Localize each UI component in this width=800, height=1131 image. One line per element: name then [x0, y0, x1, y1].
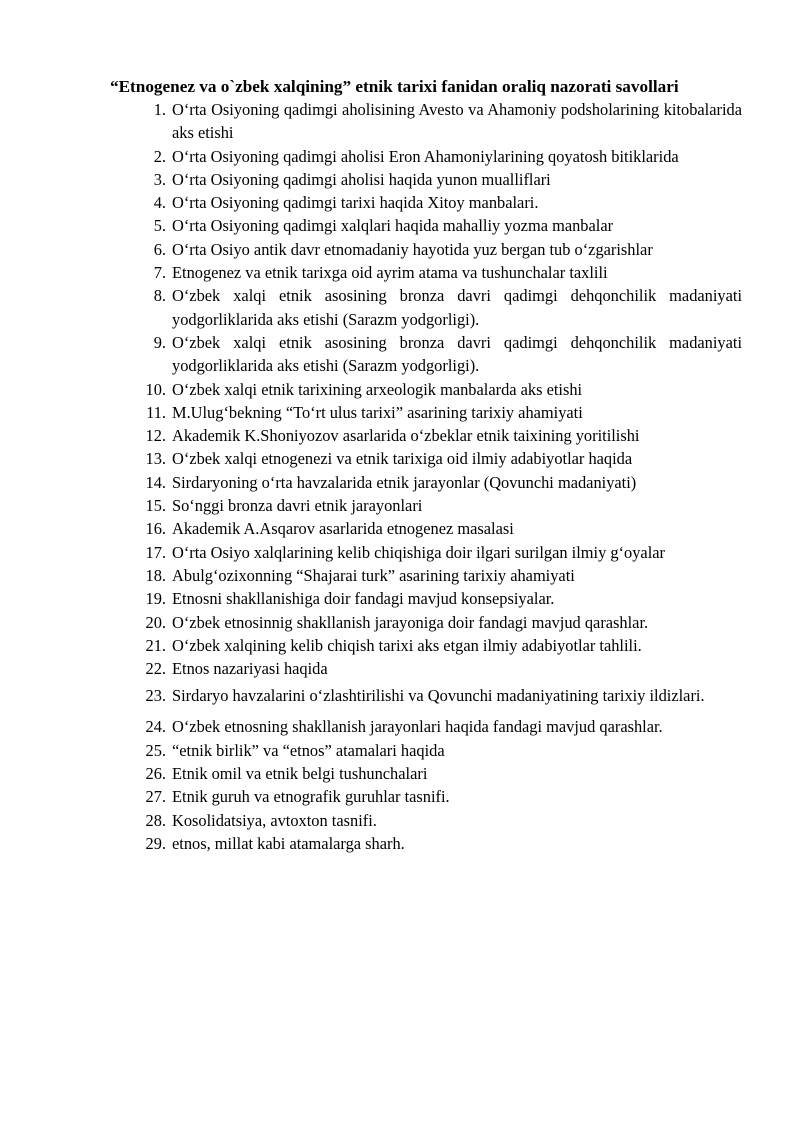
list-item — [0, 471, 800, 494]
item-number: 1. — [153, 100, 166, 119]
list-item — [0, 261, 800, 284]
list-item — [0, 238, 800, 261]
item-text: O‘rta Osiyoning qadimgi aholisi Eron Ahamoniylarining qoyatosh bitiklarida — [172, 146, 679, 166]
item-text: M.Ulug‘bekning “To‘rt ulus tarixi” asarining tarixiy ahamiyati — [172, 402, 583, 422]
item-number: 9. — [153, 332, 166, 352]
item-number: 11. — [146, 402, 166, 422]
item-number: 24. — [145, 717, 166, 737]
item-text: Kosolidatsiya, avtoxton tasnifi. — [172, 810, 377, 830]
item-number: 7. — [153, 263, 166, 283]
list-item — [0, 564, 800, 587]
item-text: O‘zbek xalqi etnik asosining bronza davri qadimgi dehqonchilik madaniyati yodgorliklarida aks etishi (Sarazm yodgorligi). — [172, 286, 742, 329]
list-item — [0, 191, 800, 214]
item-text: O‘zbek etnosinnig shakllanish jarayoniga doir fandagi mavjud qarashlar. — [172, 612, 649, 632]
item-text: etnos, millat kabi atamalarga sharh. — [172, 833, 405, 853]
item-number: 26. — [145, 764, 166, 784]
item-text: Etnosni shakllanishiga doir fandagi mavjud konsepsiyalar. — [172, 589, 555, 609]
item-text: Sirdaryo havzalarini o‘zlashtirilishi va Qovunchi madaniyatining tarixiy ildizlari. — [172, 686, 705, 706]
item-number: 25. — [145, 740, 166, 760]
item-number: 29. — [145, 833, 166, 853]
item-text: “etnik birlik” va “etnos” atamalari haqida — [172, 740, 445, 760]
item-text: O‘rta Osiyoning qadimgi aholisi haqida yunon mualliflari — [172, 169, 551, 189]
list-item — [0, 401, 800, 424]
item-text: O‘zbek etnosning shakllanish jarayonlari haqida fandagi mavjud qarashlar. — [172, 717, 663, 737]
item-text: Akademik A.Asqarov asarlarida etnogenez masalasi — [172, 519, 514, 539]
item-number: 5. — [153, 216, 166, 236]
list-item — [0, 168, 800, 191]
list-item — [0, 331, 800, 378]
list-item — [0, 785, 800, 808]
item-text: Akademik K.Shoniyozov asarlarida o‘zbeklar etnik taixining yoritilishi — [172, 426, 640, 446]
item-number: 21. — [145, 635, 166, 655]
item-number: 18. — [145, 565, 166, 585]
item-text: Etnik omil va etnik belgi tushunchalari — [172, 764, 428, 784]
item-number: 13. — [145, 449, 166, 469]
item-text: Abulg‘ozixonning “Shajarai turk” asarining tarixiy ahamiyati — [172, 565, 575, 585]
item-number: 27. — [145, 787, 166, 807]
item-number: 23. — [145, 686, 166, 706]
list-item — [0, 424, 800, 447]
item-text: Etnos nazariyasi haqida — [172, 659, 328, 679]
list-item — [0, 517, 800, 540]
item-number: 6. — [153, 239, 166, 259]
list-item — [0, 214, 800, 237]
item-number: 28. — [145, 810, 166, 830]
list-item — [0, 284, 800, 331]
list-item — [0, 447, 800, 470]
item-text: O‘rta Osiyo antik davr etnomadaniy hayotida yuz bergan tub o‘zgarishlar — [172, 239, 653, 259]
list-item — [0, 611, 800, 634]
list-item — [0, 494, 800, 517]
questions-list — [0, 98, 800, 855]
list-item — [0, 832, 800, 855]
item-number: 4. — [153, 193, 166, 213]
item-number: 10. — [145, 379, 166, 399]
item-text: O‘rta Osiyoning qadimgi xalqlari haqida mahalliy yozma manbalar — [172, 216, 614, 236]
item-number: 22. — [145, 659, 166, 679]
item-number: 12. — [145, 426, 166, 446]
item-number: 20. — [145, 612, 166, 632]
list-item — [0, 145, 800, 168]
list-item — [0, 98, 800, 145]
list-item — [0, 680, 800, 715]
item-number: 15. — [145, 496, 166, 516]
item-number: 2. — [153, 146, 166, 166]
list-item — [0, 634, 800, 657]
item-number: 17. — [145, 542, 166, 562]
list-item — [0, 739, 800, 762]
list-item — [0, 809, 800, 832]
item-number: 3. — [153, 169, 166, 189]
item-text: O‘zbek xalqi etnik asosining bronza davri qadimgi dehqonchilik madaniyati yodgorliklarida aks etishi (Sarazm yodgorligi). — [172, 332, 742, 376]
item-text: O‘zbek xalqi etnik tarixining arxeologik manbalarda aks etishi — [172, 379, 583, 399]
item-text: Etnogenez va etnik tarixga oid ayrim atama va tushunchalar taxlili — [172, 263, 608, 283]
list-item — [0, 541, 800, 564]
item-number: 8. — [153, 286, 166, 306]
item-text: So‘nggi bronza davri etnik jarayonlari — [172, 496, 423, 516]
item-text: O‘zbek xalqi etnogenezi va etnik tarixiga oid ilmiy adabiyotlar haqida — [172, 449, 633, 469]
item-text: O‘rta Osiyo xalqlarining kelib chiqishiga doir ilgari surilgan ilmiy g‘oyalar — [172, 542, 665, 562]
item-number: 19. — [145, 589, 166, 609]
item-text: O‘rta Osiyoning qadimgi tarixi haqida Xitoy manbalari. — [172, 193, 539, 213]
list-item — [0, 587, 800, 610]
item-text: Etnik guruh va etnografik guruhlar tasnifi. — [172, 787, 450, 807]
list-item — [0, 762, 800, 785]
item-text: Sirdaryoning o‘rta havzalarida etnik jarayonlar (Qovunchi madaniyati) — [172, 472, 637, 492]
item-text: O‘zbek xalqining kelib chiqish tarixi aks etgan ilmiy adabiyotlar tahlili. — [172, 635, 642, 655]
item-number: 14. — [145, 472, 166, 492]
item-text: O‘rta Osiyoning qadimgi aholisining Avesto va Ahamoniy podsholarining kitobalarida aks etishi — [172, 100, 742, 143]
document-title: “Etnogenez va o`zbek xalqining” etnik tarixi fanidan oraliq nazorati savollari — [110, 77, 679, 96]
list-item — [0, 657, 800, 680]
list-item — [0, 715, 800, 738]
list-item — [0, 378, 800, 401]
item-number: 16. — [145, 519, 166, 539]
